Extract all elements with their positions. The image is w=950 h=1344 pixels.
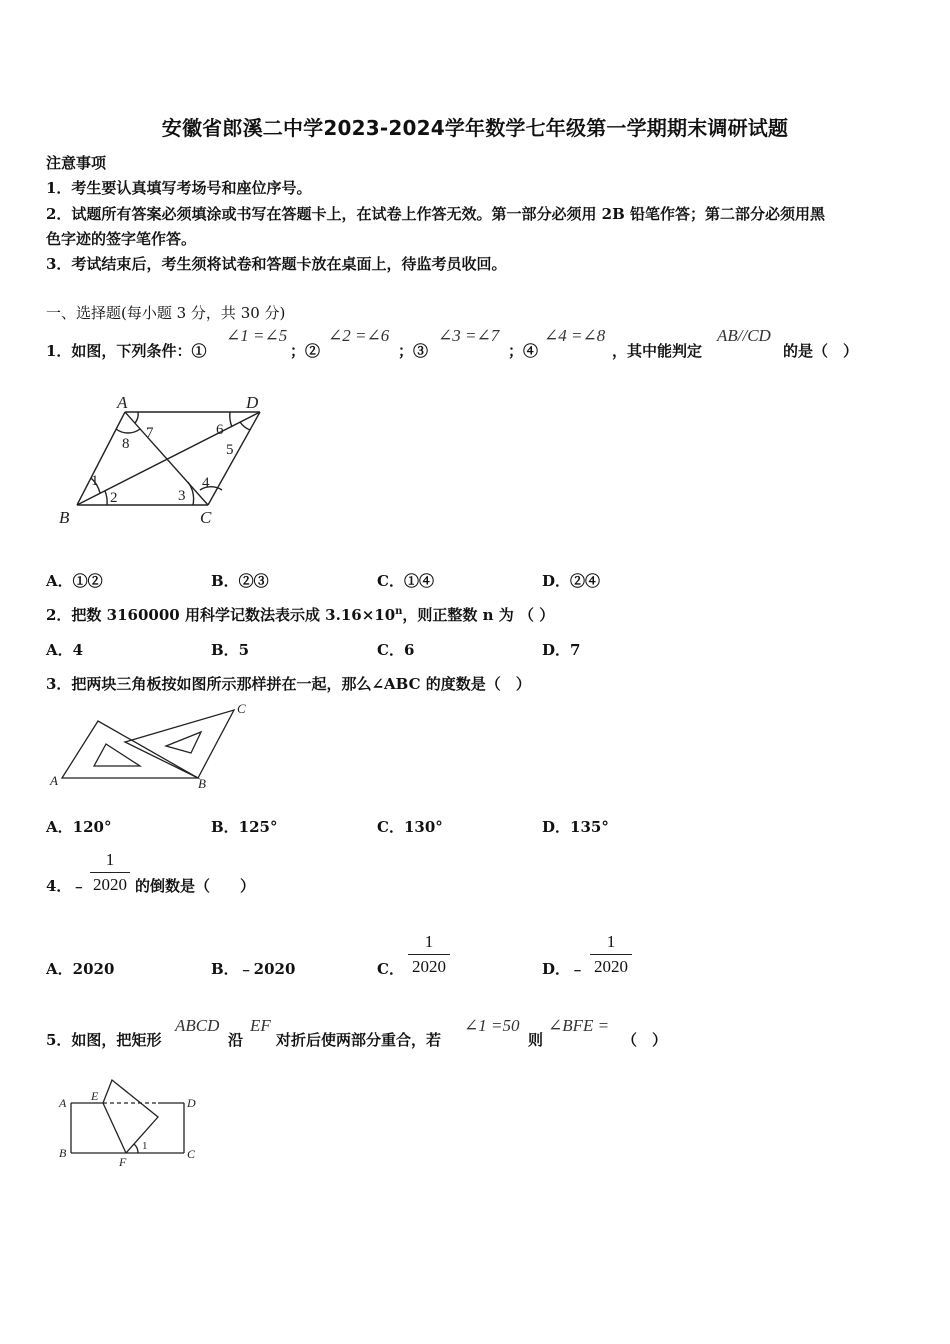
- q1-sep-1: ；②: [290, 342, 321, 360]
- q1-angle-6: 6: [216, 422, 224, 438]
- q3-option-b[interactable]: B．125°: [211, 818, 278, 836]
- q3-text: 3．把两块三角板按如图所示那样拼在一起，那么∠ABC 的度数是（ ）: [46, 675, 531, 693]
- q1-label-b: B: [59, 508, 70, 527]
- q2-option-b[interactable]: B．5: [211, 641, 250, 659]
- q5-sep-2: 对折后使两部分重合，若: [276, 1031, 442, 1049]
- q4-prefix: 4．﹣: [46, 877, 87, 895]
- q3-label-b: B: [198, 776, 206, 791]
- q5-label-c: C: [187, 1147, 196, 1161]
- q5-label-b: B: [59, 1146, 67, 1160]
- q1-angle-7: 7: [146, 425, 154, 441]
- q4-suffix: 的倒数是（ ）: [135, 877, 256, 895]
- q3-label-a: A: [50, 773, 58, 788]
- q5-prefix: 5．如图，把矩形: [46, 1031, 162, 1049]
- q5-fold-line: EF: [250, 1016, 271, 1035]
- q2-option-d[interactable]: D．7: [542, 641, 581, 659]
- q3-option-d[interactable]: D．135°: [542, 818, 609, 836]
- q5-angle-given: ∠1 =50: [464, 1016, 520, 1035]
- q5-label-f: F: [119, 1155, 127, 1169]
- q4-option-c-label[interactable]: C．: [377, 960, 404, 978]
- notice-item-1: 1．考生要认真填写考场号和座位序号。: [46, 179, 312, 197]
- q2-text: [46, 604, 554, 625]
- q1-angle-8: 8: [122, 436, 130, 452]
- q1-parallel: AB//CD: [717, 326, 771, 345]
- q4-option-d-numerator: 1: [590, 932, 632, 955]
- q2-option-a[interactable]: A．4: [46, 641, 84, 659]
- q1-option-d[interactable]: D．②④: [542, 572, 601, 590]
- q4-option-b[interactable]: B．﹣2020: [211, 960, 296, 978]
- q1-label-a: A: [117, 393, 128, 412]
- q1-angle-4: 4: [202, 475, 210, 491]
- q5-label-e: E: [91, 1089, 99, 1103]
- q1-sep-4: ，其中能判定: [612, 342, 703, 360]
- notice-heading: 注意事项: [46, 154, 107, 172]
- q1-condition-2: ∠2 =∠6: [328, 326, 390, 345]
- q1-angle-1: 1: [91, 473, 99, 489]
- q3-option-a[interactable]: A．120°: [46, 818, 112, 836]
- q5-fold-rectangle-figure: [50, 1072, 210, 1172]
- q5-label-a: A: [59, 1096, 67, 1110]
- q1-option-c[interactable]: C．①④: [377, 572, 434, 590]
- q1-condition-1: ∠1 =∠5: [226, 326, 288, 345]
- q1-condition-4: ∠4 =∠8: [544, 326, 606, 345]
- q4-option-d-fraction[interactable]: [590, 932, 632, 977]
- notice-item-2-line-2: 色字迹的签字笔作答。: [46, 230, 197, 248]
- q1-parallelogram-figure: [50, 392, 280, 532]
- q1-label-c: C: [200, 508, 212, 527]
- q2-option-c[interactable]: C．6: [377, 641, 415, 659]
- q4-numerator: 1: [90, 850, 130, 873]
- q3-option-c[interactable]: C．130°: [377, 818, 443, 836]
- q2-text-tail: ，则正整数 n 为 （ ）: [402, 606, 555, 624]
- q1-angle-3: 3: [178, 488, 186, 504]
- section-heading: 一、选择题(每小题 3 分，共 30 分): [46, 304, 286, 322]
- q4-option-a[interactable]: A．2020: [46, 960, 115, 978]
- q5-angle-asked: ∠BFE =: [548, 1016, 610, 1035]
- q1-angle-5: 5: [226, 442, 234, 458]
- q1-option-b[interactable]: B．②③: [211, 572, 269, 590]
- q5-label-d: D: [187, 1096, 196, 1110]
- page-title: 安徽省郎溪二中学2023-2024学年数学七年级第一学期期末调研试题: [161, 116, 789, 140]
- notice-item-2-line-1: 2．试题所有答案必须填涂或书写在答题卡上，在试卷上作答无效。第一部分必须用 2B 铅笔作答；第二部分必须用黑: [46, 205, 826, 223]
- q4-option-c-numerator: 1: [408, 932, 450, 955]
- q2-exponent: n: [395, 606, 403, 617]
- q4-option-c-fraction[interactable]: [408, 932, 450, 977]
- q3-set-squares-figure: [48, 700, 258, 792]
- q3-label-c: C: [237, 701, 246, 716]
- q4-option-d-denominator: 2020: [594, 957, 628, 976]
- q2-text-main: 2．把数 3160000 用科学记数法表示成 3.16×10: [46, 606, 396, 624]
- q4-denominator: 2020: [93, 875, 127, 894]
- q5-rectangle-name: ABCD: [175, 1016, 220, 1035]
- q1-suffix: 的是（ ）: [783, 342, 859, 360]
- q1-option-a[interactable]: A．①②: [46, 572, 103, 590]
- q5-sep-3: 则: [528, 1031, 544, 1049]
- q4-option-d-label[interactable]: D．﹣: [542, 960, 586, 978]
- q1-sep-2: ；③: [398, 342, 429, 360]
- q4-fraction: [90, 850, 130, 895]
- q4-option-c-denominator: 2020: [412, 957, 446, 976]
- notice-item-3: 3．考试结束后，考生须将试卷和答题卡放在桌面上，待监考员收回。: [46, 255, 507, 273]
- q1-sep-3: ；④: [508, 342, 539, 360]
- q5-suffix: （ ）: [622, 1031, 668, 1049]
- q1-condition-3: ∠3 =∠7: [438, 326, 500, 345]
- q5-angle-1: 1: [142, 1140, 148, 1152]
- q1-angle-2: 2: [110, 490, 118, 506]
- q1-label-d: D: [246, 393, 259, 412]
- q1-prefix: 1．如图，下列条件：①: [46, 342, 207, 360]
- q5-sep-1: 沿: [228, 1031, 244, 1049]
